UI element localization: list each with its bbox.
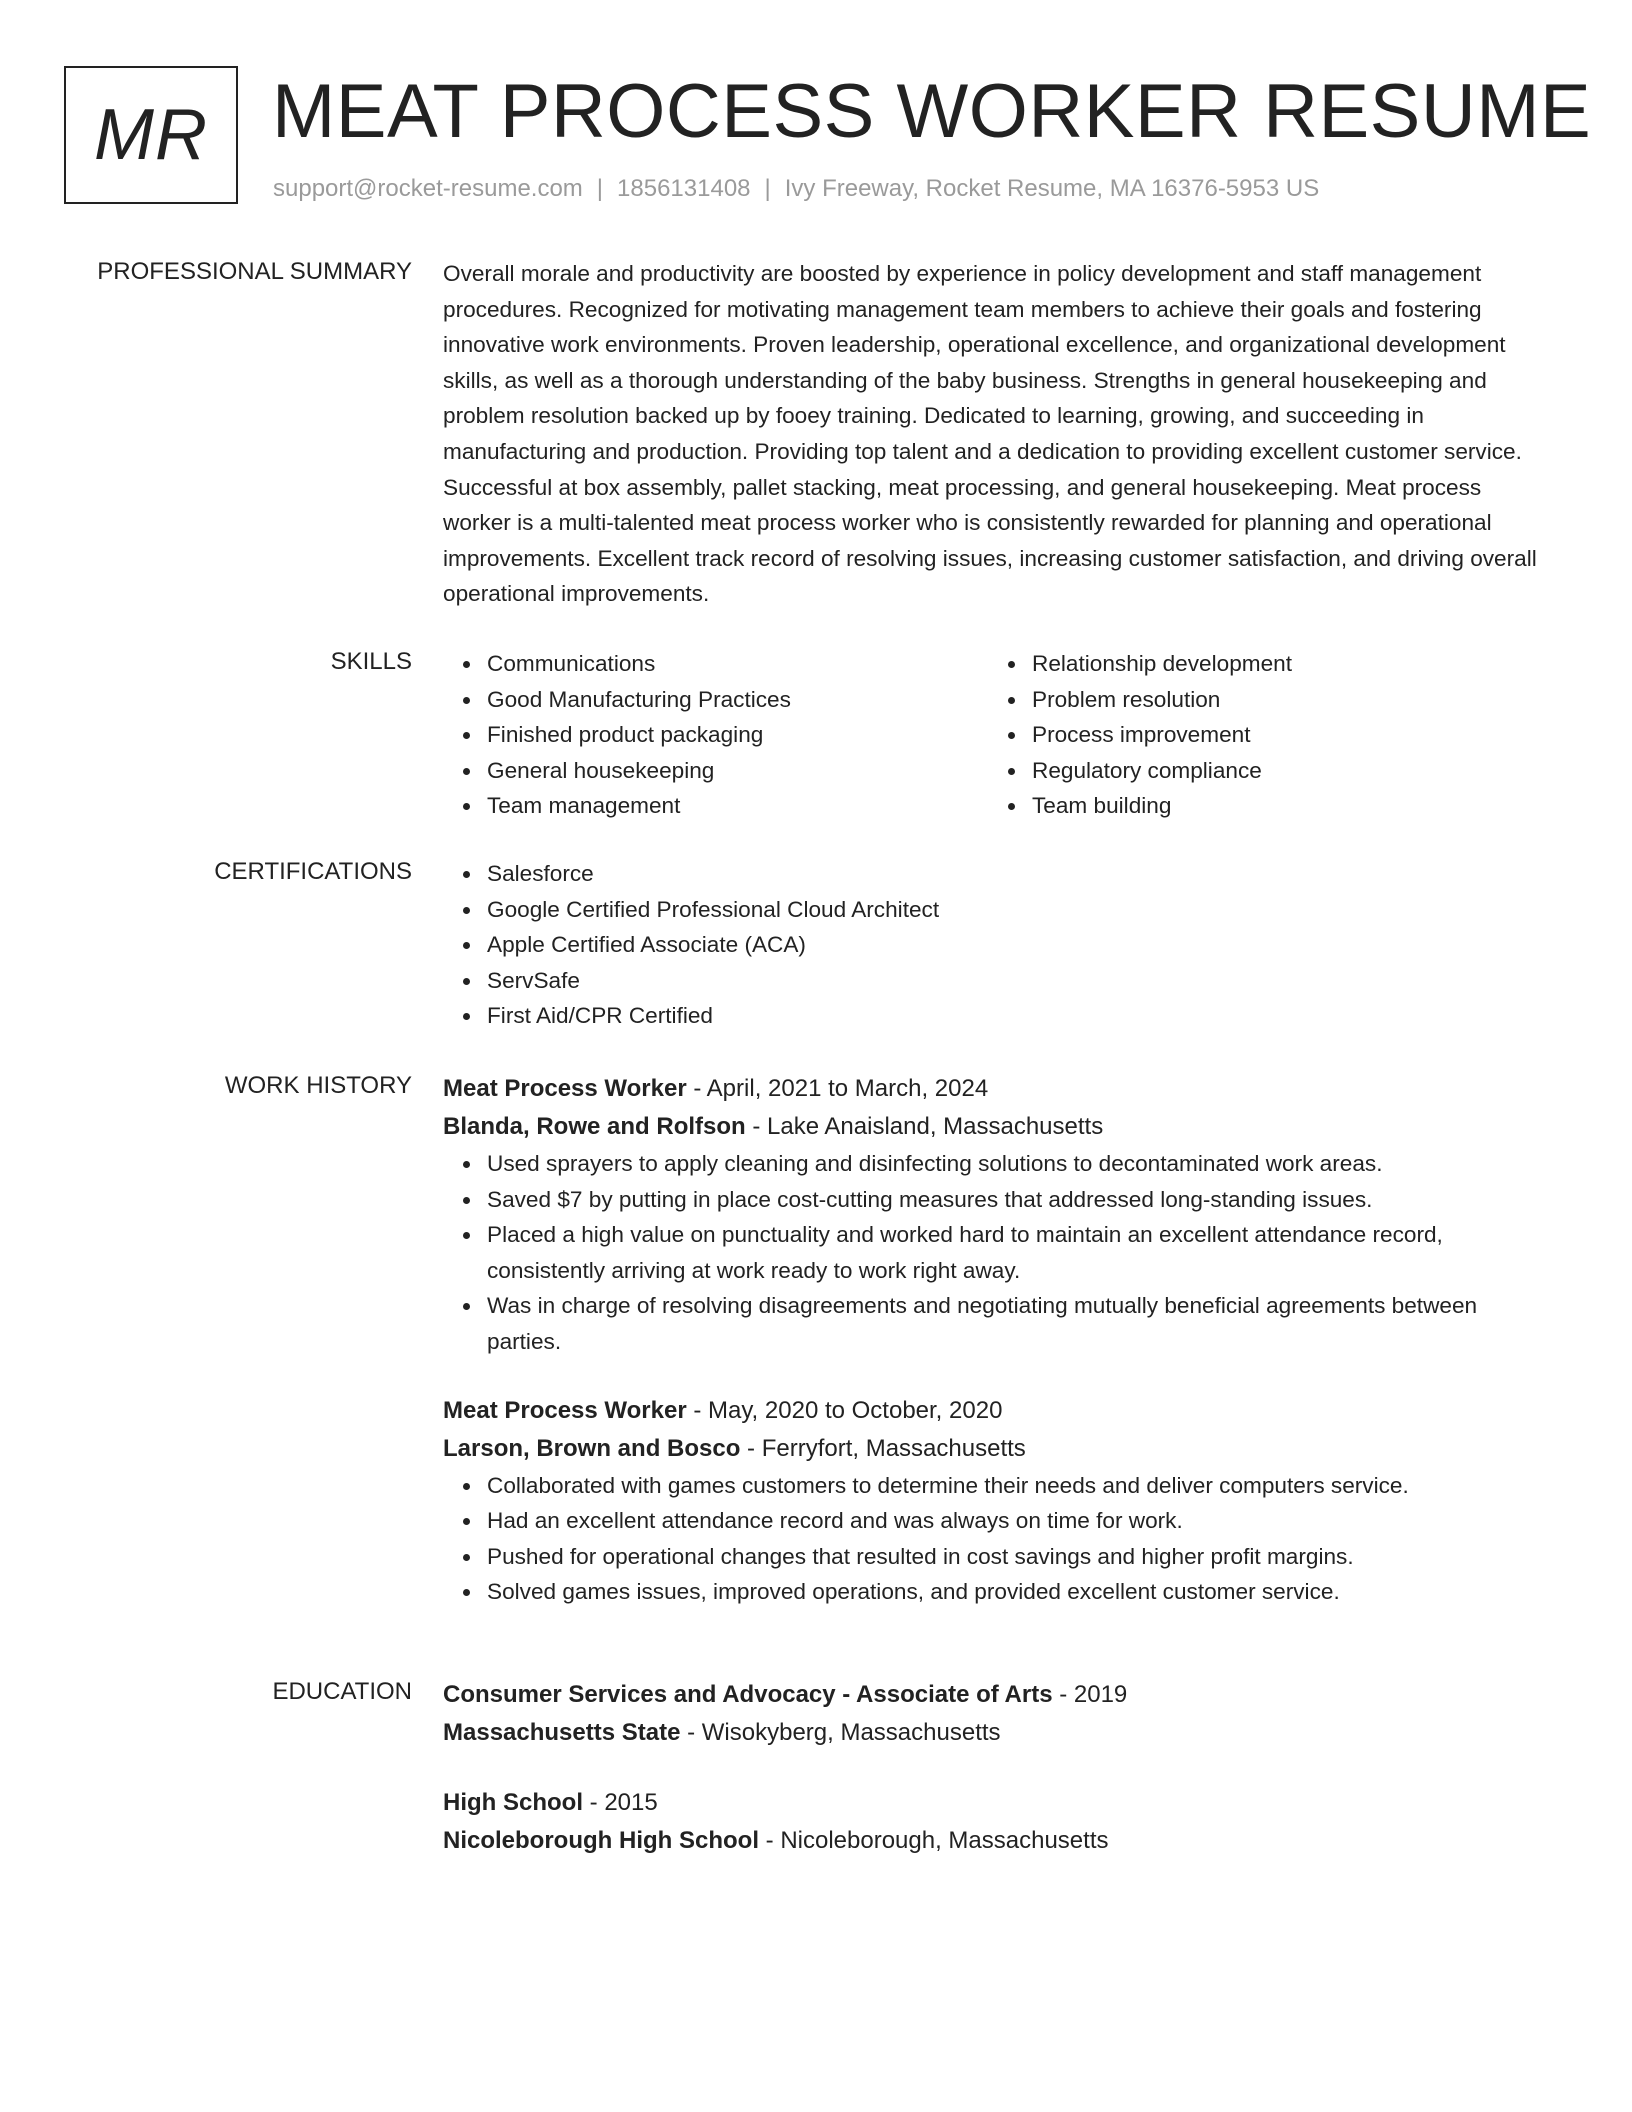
contact-separator: | — [596, 175, 604, 202]
skills-list-right — [988, 646, 1533, 824]
job-title-line — [443, 1070, 1553, 1108]
job-company: Blanda, Rowe and Rolfson — [443, 1113, 746, 1140]
contact-phone: 1856131408 — [617, 175, 751, 202]
skills-list-left — [443, 646, 988, 824]
skills-grid — [443, 646, 1553, 824]
monogram-logo: MR — [64, 66, 238, 204]
list-item: Apple Certified Associate (ACA) — [487, 927, 1553, 963]
job-bullets — [443, 1146, 1553, 1360]
certifications-list — [443, 856, 1553, 1034]
work-history-body — [443, 1070, 1553, 1610]
list-item: Problem resolution — [1032, 682, 1533, 718]
contact-separator: | — [764, 175, 771, 202]
education-year: - 2019 — [1052, 1681, 1128, 1708]
skills-column-right — [988, 646, 1533, 824]
resume-header — [64, 64, 1592, 214]
list-item: Team management — [487, 788, 988, 824]
summary-body — [443, 256, 1553, 612]
list-item: Had an excellent attendance record and was always on time for work. — [487, 1503, 1553, 1539]
list-item: Finished product packaging — [487, 717, 988, 753]
section-label-education: EDUCATION — [272, 1678, 412, 1705]
education-school-line — [443, 1714, 1553, 1752]
job-location: - Ferryfort, Massachusetts — [740, 1434, 1026, 1462]
list-item: Collaborated with games customers to determine their needs and deliver computers service. — [487, 1468, 1553, 1504]
job-location: - Lake Anaisland, Massachusetts — [745, 1113, 1104, 1140]
list-item: Used sprayers to apply cleaning and disinfecting solutions to decontaminated work areas. — [487, 1146, 1553, 1182]
education-body — [443, 1676, 1553, 1860]
list-item: Solved games issues, improved operations, and provided excellent customer service. — [487, 1574, 1553, 1610]
list-item: Google Certified Professional Cloud Architect — [487, 892, 1553, 928]
list-item: Good Manufacturing Practices — [487, 682, 988, 718]
list-item: Saved $7 by putting in place cost-cutting measures that addressed long-standing issues. — [487, 1182, 1553, 1218]
contact-line — [273, 173, 1319, 205]
education-school: Nicoleborough High School — [443, 1827, 759, 1854]
list-item: ServSafe — [487, 963, 1553, 999]
section-label-certifications: CERTIFICATIONS — [214, 858, 412, 885]
list-item: Process improvement — [1032, 717, 1533, 753]
list-item: Placed a high value on punctuality and worked hard to maintain an excellent attendance record, consistently arriving at work ready to work right away. — [487, 1217, 1553, 1288]
job-dates: - April, 2021 to March, 2024 — [686, 1075, 989, 1102]
education-school: Massachusetts State — [443, 1719, 681, 1746]
job-bullets — [443, 1468, 1553, 1610]
job-entry — [443, 1392, 1553, 1610]
skills-column-left — [443, 646, 988, 824]
education-degree: High School — [443, 1789, 583, 1816]
job-title: Meat Process Worker — [443, 1396, 687, 1424]
list-item: Salesforce — [487, 856, 1553, 892]
list-item: Communications — [487, 646, 988, 682]
education-year: - 2015 — [583, 1789, 658, 1816]
job-title-line — [443, 1392, 1553, 1430]
job-company-line — [443, 1430, 1553, 1468]
education-entry — [443, 1784, 1553, 1860]
contact-address: Ivy Freeway, Rocket Resume, MA 16376-5953 US — [784, 175, 1320, 202]
list-item: Team building — [1032, 788, 1533, 824]
section-label-work-history: WORK HISTORY — [224, 1072, 412, 1099]
education-entry — [443, 1676, 1553, 1752]
page-title: MEAT PROCESS WORKER RESUME — [272, 69, 1592, 154]
education-school-line — [443, 1822, 1553, 1860]
job-dates: - May, 2020 to October, 2020 — [686, 1396, 1003, 1424]
list-item: Regulatory compliance — [1032, 753, 1533, 789]
job-title: Meat Process Worker — [443, 1075, 687, 1102]
contact-email: support@rocket-resume.com — [273, 175, 583, 202]
certifications-body — [443, 856, 1553, 1034]
education-degree: Consumer Services and Advocacy - Associate of Arts — [443, 1681, 1053, 1708]
job-company: Larson, Brown and Bosco — [443, 1434, 741, 1462]
section-label-skills: SKILLS — [330, 648, 412, 675]
list-item: First Aid/CPR Certified — [487, 998, 1553, 1034]
list-item: General housekeeping — [487, 753, 988, 789]
section-label-summary: PROFESSIONAL SUMMARY — [97, 258, 412, 285]
list-item: Pushed for operational changes that resulted in cost savings and higher profit margins. — [487, 1539, 1553, 1575]
skills-body — [443, 646, 1553, 824]
education-degree-line — [443, 1676, 1553, 1714]
job-company-line — [443, 1108, 1553, 1146]
list-item: Relationship development — [1032, 646, 1533, 682]
summary-text: Overall morale and productivity are boosted by experience in policy development and staff management procedures. Recognized for motivating management team members to achieve their goals and fostering innovative work environments. Proven leadership, operational excellence, and organizational development skills, as well as a thorough understanding of the baby business. Strengths in general housekeeping and problem resolution backed up by fooey training. Dedicated to learning, growing, and succeeding in manufacturing and production. Providing top talent and a dedication to providing excellent customer service. Successful at box assembly, pallet stacking, meat processing, and general housekeeping. Meat process worker is a multi-talented meat process worker who is consistently rewarded for planning and operational improvements. Excellent track record of resolving issues, increasing customer satisfaction, and driving overall operational improvements. — [443, 261, 1537, 607]
education-location: - Wisokyberg, Massachusetts — [680, 1719, 1001, 1746]
education-degree-line — [443, 1784, 1553, 1822]
job-entry — [443, 1070, 1553, 1360]
list-item: Was in charge of resolving disagreements and negotiating mutually beneficial agreements between parties. — [487, 1288, 1553, 1359]
education-location: - Nicoleborough, Massachusetts — [758, 1827, 1109, 1854]
